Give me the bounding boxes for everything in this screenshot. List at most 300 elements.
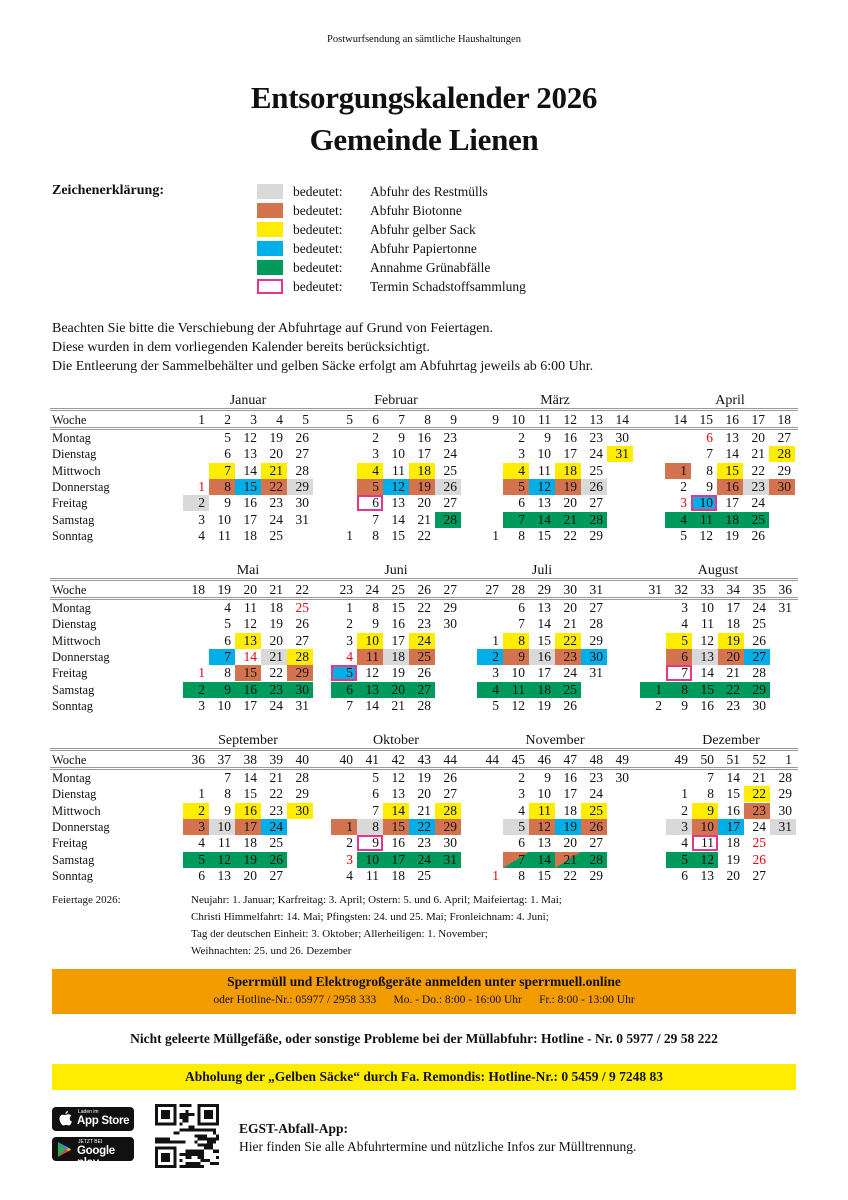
day-cell[interactable]: 9	[544, 770, 551, 785]
day-cell[interactable]: 10	[537, 446, 551, 462]
day-cell[interactable]: 2	[518, 770, 525, 785]
day-cell[interactable]: 1	[198, 786, 205, 802]
day-cell[interactable]: 4	[346, 867, 353, 883]
day-cell[interactable]: 28	[752, 665, 766, 681]
day-cell[interactable]: 3	[680, 495, 687, 511]
day-cell[interactable]: 7	[372, 802, 379, 818]
day-cell[interactable]: 31	[778, 600, 792, 615]
day-cell[interactable]: 25	[743, 512, 769, 528]
day-cell[interactable]: 3	[372, 446, 379, 462]
day-cell[interactable]: 12	[243, 430, 257, 445]
day-cell[interactable]: 19	[269, 616, 283, 632]
day-cell[interactable]: 6	[666, 649, 692, 665]
day-cell[interactable]: 10	[209, 819, 235, 835]
day-cell[interactable]: 24	[752, 818, 766, 834]
day-cell[interactable]: 3	[346, 851, 353, 867]
day-cell[interactable]: 8	[224, 786, 231, 802]
day-cell[interactable]: 6	[706, 430, 713, 445]
day-cell[interactable]: 14	[725, 446, 739, 462]
day-cell[interactable]: 26	[417, 665, 431, 681]
day-cell[interactable]: 2	[183, 682, 209, 698]
day-cell[interactable]: 25	[589, 462, 603, 478]
day-cell[interactable]: 7	[707, 770, 714, 785]
day-cell[interactable]: 20	[751, 430, 765, 445]
day-cell[interactable]: 9	[544, 430, 551, 445]
day-cell[interactable]: 30	[615, 770, 629, 785]
day-cell[interactable]: 13	[537, 835, 551, 851]
day-cell[interactable]: 14	[537, 616, 551, 632]
day-cell[interactable]: 3	[518, 446, 525, 462]
day-cell[interactable]: 12	[365, 665, 379, 681]
day-cell[interactable]: 12	[209, 852, 235, 868]
day-cell[interactable]: 10	[217, 697, 231, 713]
day-cell[interactable]: 19	[235, 852, 261, 868]
day-cell[interactable]: 13	[357, 682, 383, 698]
day-cell[interactable]: 28	[295, 770, 309, 785]
day-cell[interactable]: 8	[666, 682, 692, 698]
day-cell[interactable]: 26	[563, 697, 577, 713]
day-cell[interactable]: 23	[269, 495, 283, 511]
day-cell[interactable]: 4	[681, 616, 688, 632]
qr-code[interactable]	[155, 1104, 219, 1168]
day-cell[interactable]: 3	[681, 600, 688, 615]
day-cell[interactable]: 29	[589, 632, 603, 648]
day-cell[interactable]: 19	[718, 633, 744, 649]
day-cell[interactable]: 22	[409, 819, 435, 835]
day-cell[interactable]: 9	[357, 835, 383, 851]
day-cell[interactable]: 25	[417, 867, 431, 883]
day-cell[interactable]: 17	[383, 852, 409, 868]
day-cell[interactable]: 23	[726, 697, 740, 713]
day-cell[interactable]: 2	[655, 697, 662, 713]
day-cell[interactable]: 24	[751, 495, 765, 511]
day-cell[interactable]: 11	[392, 462, 405, 478]
day-cell[interactable]: 30	[287, 803, 313, 819]
day-cell[interactable]: 11	[691, 512, 717, 528]
day-cell[interactable]: 10	[391, 446, 405, 462]
day-cell[interactable]: 1	[640, 682, 666, 698]
day-cell[interactable]: 16	[563, 430, 577, 445]
day-cell[interactable]: 25	[269, 527, 283, 543]
day-cell[interactable]: 17	[235, 819, 261, 835]
day-cell[interactable]: 1	[198, 665, 205, 681]
day-cell[interactable]: 29	[589, 867, 603, 883]
day-cell[interactable]: 4	[518, 802, 525, 818]
day-cell[interactable]: 17	[243, 511, 257, 527]
day-cell[interactable]: 26	[443, 770, 457, 785]
google-play-badge[interactable]	[52, 1137, 134, 1169]
day-cell[interactable]: 12	[700, 632, 714, 648]
day-cell[interactable]: 17	[563, 786, 577, 802]
day-cell[interactable]: 7	[346, 697, 353, 713]
day-cell[interactable]: 13	[217, 867, 231, 883]
day-cell[interactable]: 13	[235, 633, 261, 649]
day-cell[interactable]: 23	[269, 802, 283, 818]
day-cell[interactable]: 21	[417, 511, 431, 527]
day-cell[interactable]: 30	[778, 802, 792, 818]
day-cell[interactable]: 7	[706, 446, 713, 462]
day-cell[interactable]: 5	[503, 479, 529, 495]
day-cell[interactable]: 4	[503, 463, 529, 479]
day-cell[interactable]: 7	[209, 649, 235, 665]
day-cell[interactable]: 7	[503, 852, 529, 868]
day-cell[interactable]: 27	[777, 430, 791, 445]
day-cell[interactable]: 12	[383, 479, 409, 495]
day-cell[interactable]: 5	[331, 665, 357, 681]
day-cell[interactable]: 17	[537, 665, 551, 681]
day-cell[interactable]: 17	[417, 446, 431, 462]
day-cell[interactable]: 23	[555, 649, 581, 665]
day-cell[interactable]: 29	[287, 479, 313, 495]
day-cell[interactable]: 10	[511, 665, 525, 681]
day-cell[interactable]: 31	[435, 852, 461, 868]
day-cell[interactable]: 19	[555, 819, 581, 835]
day-cell[interactable]: 13	[537, 495, 551, 511]
day-cell[interactable]: 18	[529, 682, 555, 698]
day-cell[interactable]: 18	[726, 616, 740, 632]
day-cell[interactable]: 29	[744, 682, 770, 698]
day-cell[interactable]: 17	[563, 446, 577, 462]
day-cell[interactable]: 3	[198, 511, 205, 527]
day-cell[interactable]: 7	[503, 512, 529, 528]
day-cell[interactable]: 18	[391, 867, 405, 883]
day-cell[interactable]: 18	[717, 512, 743, 528]
day-cell[interactable]: 20	[269, 446, 283, 462]
day-cell[interactable]: 1	[492, 527, 499, 543]
day-cell[interactable]: 15	[391, 600, 405, 615]
day-cell[interactable]: 25	[581, 803, 607, 819]
day-cell[interactable]: 21	[391, 697, 405, 713]
day-cell[interactable]: 20	[563, 495, 577, 511]
day-cell[interactable]: 29	[778, 786, 792, 802]
day-cell[interactable]: 23	[589, 770, 603, 785]
day-cell[interactable]: 24	[589, 446, 603, 462]
day-cell[interactable]: 21	[261, 463, 287, 479]
day-cell[interactable]: 8	[224, 665, 231, 681]
day-cell[interactable]: 17	[725, 495, 739, 511]
day-cell[interactable]: 22	[744, 786, 770, 802]
day-cell[interactable]: 4	[357, 463, 383, 479]
day-cell[interactable]: 9	[224, 802, 231, 818]
day-cell[interactable]: 27	[443, 495, 457, 511]
day-cell[interactable]: 23	[417, 616, 431, 632]
day-cell[interactable]: 22	[563, 867, 577, 883]
day-cell[interactable]: 9	[681, 697, 688, 713]
day-cell[interactable]: 13	[700, 867, 714, 883]
day-cell[interactable]: 14	[726, 770, 740, 785]
day-cell[interactable]: 10	[692, 819, 718, 835]
day-cell[interactable]: 16	[529, 649, 555, 665]
day-cell[interactable]: 5	[183, 852, 209, 868]
day-cell[interactable]: 11	[244, 600, 257, 615]
day-cell[interactable]: 20	[563, 835, 577, 851]
day-cell[interactable]: 9	[706, 478, 713, 494]
day-cell[interactable]: 6	[518, 600, 525, 615]
day-cell[interactable]: 3	[518, 786, 525, 802]
day-cell[interactable]: 14	[243, 648, 257, 664]
day-cell[interactable]: 4	[346, 648, 353, 664]
day-cell[interactable]: 13	[391, 786, 405, 802]
day-cell[interactable]: 5	[503, 819, 529, 835]
day-cell[interactable]: 23	[417, 835, 431, 851]
day-cell[interactable]: 19	[555, 479, 581, 495]
day-cell[interactable]: 18	[269, 600, 283, 615]
day-cell[interactable]: 4	[198, 835, 205, 851]
day-cell[interactable]: 19	[725, 527, 739, 543]
day-cell[interactable]: 15	[537, 632, 551, 648]
day-cell[interactable]: 27	[589, 495, 603, 511]
day-cell[interactable]: 13	[391, 495, 405, 511]
day-cell[interactable]: 28	[287, 649, 313, 665]
day-cell[interactable]: 22	[269, 665, 283, 681]
day-cell[interactable]: 4	[198, 527, 205, 543]
day-cell[interactable]: 21	[269, 770, 283, 785]
day-cell[interactable]: 19	[537, 697, 551, 713]
day-cell[interactable]: 15	[537, 867, 551, 883]
day-cell[interactable]: 23	[744, 803, 770, 819]
day-cell[interactable]: 9	[503, 649, 529, 665]
day-cell[interactable]: 2	[477, 649, 503, 665]
day-cell[interactable]: 28	[581, 512, 607, 528]
day-cell[interactable]: 3	[666, 819, 692, 835]
day-cell[interactable]: 16	[391, 835, 405, 851]
day-cell[interactable]: 3	[183, 819, 209, 835]
day-cell[interactable]: 2	[680, 478, 687, 494]
day-cell[interactable]: 10	[691, 495, 717, 511]
day-cell[interactable]: 7	[666, 665, 692, 681]
day-cell[interactable]: 18	[726, 835, 740, 851]
day-cell[interactable]: 26	[295, 430, 309, 445]
day-cell[interactable]: 22	[555, 633, 581, 649]
day-cell[interactable]: 27	[752, 867, 766, 883]
day-cell[interactable]: 27	[744, 649, 770, 665]
day-cell[interactable]: 2	[372, 430, 379, 445]
day-cell[interactable]: 4	[477, 682, 503, 698]
day-cell[interactable]: 2	[346, 835, 353, 851]
day-cell[interactable]: 14	[243, 770, 257, 785]
day-cell[interactable]: 2	[183, 495, 209, 511]
day-cell[interactable]: 12	[511, 697, 525, 713]
day-cell[interactable]: 12	[692, 852, 718, 868]
day-cell[interactable]: 30	[443, 616, 457, 632]
day-cell[interactable]: 6	[681, 867, 688, 883]
day-cell[interactable]: 15	[391, 527, 405, 543]
day-cell[interactable]: 24	[409, 633, 435, 649]
day-cell[interactable]: 27	[589, 835, 603, 851]
day-cell[interactable]: 23	[443, 430, 457, 445]
day-cell[interactable]: 22	[718, 682, 744, 698]
day-cell[interactable]: 1	[492, 867, 499, 883]
day-cell[interactable]: 11	[701, 616, 714, 632]
day-cell[interactable]: 14	[700, 665, 714, 681]
day-cell[interactable]: 22	[417, 600, 431, 615]
day-cell[interactable]: 29	[443, 600, 457, 615]
day-cell[interactable]: 2	[346, 616, 353, 632]
day-cell[interactable]: 6	[198, 867, 205, 883]
day-cell[interactable]: 28	[417, 697, 431, 713]
day-cell[interactable]: 11	[538, 462, 551, 478]
day-cell[interactable]: 14	[529, 852, 555, 868]
day-cell[interactable]: 11	[366, 867, 379, 883]
day-cell[interactable]: 3	[198, 697, 205, 713]
day-cell[interactable]: 5	[357, 479, 383, 495]
day-cell[interactable]: 4	[665, 512, 691, 528]
day-cell[interactable]: 8	[503, 633, 529, 649]
day-cell[interactable]: 21	[751, 446, 765, 462]
day-cell[interactable]: 27	[409, 682, 435, 698]
day-cell[interactable]: 15	[692, 682, 718, 698]
day-cell[interactable]: 31	[607, 446, 633, 462]
day-cell[interactable]: 8	[706, 462, 713, 478]
day-cell[interactable]: 20	[563, 600, 577, 615]
day-cell[interactable]: 24	[269, 511, 283, 527]
day-cell[interactable]: 27	[443, 786, 457, 802]
day-cell[interactable]: 12	[529, 479, 555, 495]
day-cell[interactable]: 12	[391, 770, 405, 785]
day-cell[interactable]: 14	[529, 512, 555, 528]
day-cell[interactable]: 13	[692, 649, 718, 665]
day-cell[interactable]: 4	[224, 600, 231, 615]
day-cell[interactable]: 20	[243, 867, 257, 883]
day-cell[interactable]: 5	[666, 852, 692, 868]
day-cell[interactable]: 8	[372, 527, 379, 543]
day-cell[interactable]: 20	[383, 682, 409, 698]
day-cell[interactable]: 2	[681, 802, 688, 818]
day-cell[interactable]: 21	[726, 665, 740, 681]
app-store-badge[interactable]	[52, 1107, 134, 1131]
day-cell[interactable]: 18	[563, 802, 577, 818]
day-cell[interactable]: 25	[443, 462, 457, 478]
day-cell[interactable]: 30	[295, 495, 309, 511]
day-cell[interactable]: 7	[372, 511, 379, 527]
day-cell[interactable]: 11	[218, 835, 231, 851]
day-cell[interactable]: 28	[435, 512, 461, 528]
day-cell[interactable]: 18	[243, 527, 257, 543]
day-cell[interactable]: 23	[261, 682, 287, 698]
day-cell[interactable]: 19	[409, 479, 435, 495]
day-cell[interactable]: 29	[589, 527, 603, 543]
day-cell[interactable]: 30	[752, 697, 766, 713]
day-cell[interactable]: 10	[217, 511, 231, 527]
day-cell[interactable]: 31	[295, 511, 309, 527]
day-cell[interactable]: 10	[357, 852, 383, 868]
day-cell[interactable]: 11	[503, 682, 529, 698]
day-cell[interactable]: 28	[778, 770, 792, 785]
day-cell[interactable]: 11	[218, 527, 231, 543]
day-cell[interactable]: 1	[346, 600, 353, 615]
day-cell[interactable]: 26	[581, 479, 607, 495]
day-cell[interactable]: 21	[261, 649, 287, 665]
day-cell[interactable]: 16	[391, 616, 405, 632]
day-cell[interactable]: 28	[581, 852, 607, 868]
day-cell[interactable]: 1	[492, 632, 499, 648]
day-cell[interactable]: 16	[235, 803, 261, 819]
day-cell[interactable]: 28	[589, 616, 603, 632]
day-cell[interactable]: 8	[707, 786, 714, 802]
day-cell[interactable]: 9	[372, 616, 379, 632]
day-cell[interactable]: 11	[529, 803, 555, 819]
day-cell[interactable]: 1	[198, 478, 205, 494]
day-cell[interactable]: 25	[752, 835, 766, 851]
day-cell[interactable]: 22	[269, 786, 283, 802]
day-cell[interactable]: 19	[417, 770, 431, 785]
day-cell[interactable]: 1	[665, 463, 691, 479]
day-cell[interactable]: 19	[269, 430, 283, 445]
day-cell[interactable]: 28	[769, 446, 795, 462]
day-cell[interactable]: 25	[269, 835, 283, 851]
day-cell[interactable]: 6	[518, 495, 525, 511]
day-cell[interactable]: 10	[537, 786, 551, 802]
day-cell[interactable]: 28	[295, 462, 309, 478]
day-cell[interactable]: 15	[383, 819, 409, 835]
day-cell[interactable]: 5	[224, 616, 231, 632]
day-cell[interactable]: 5	[492, 697, 499, 713]
day-cell[interactable]: 7	[209, 463, 235, 479]
day-cell[interactable]: 12	[243, 616, 257, 632]
day-cell[interactable]: 16	[726, 802, 740, 818]
day-cell[interactable]: 20	[718, 649, 744, 665]
day-cell[interactable]: 26	[752, 851, 766, 867]
day-cell[interactable]: 20	[417, 786, 431, 802]
day-cell[interactable]: 22	[751, 462, 765, 478]
day-cell[interactable]: 28	[435, 803, 461, 819]
day-cell[interactable]: 31	[589, 665, 603, 681]
day-cell[interactable]: 25	[409, 649, 435, 665]
day-cell[interactable]: 21	[555, 852, 581, 868]
day-cell[interactable]: 8	[372, 600, 379, 615]
day-cell[interactable]: 9	[224, 495, 231, 511]
day-cell[interactable]: 24	[269, 697, 283, 713]
day-cell[interactable]: 6	[224, 632, 231, 648]
day-cell[interactable]: 18	[555, 463, 581, 479]
day-cell[interactable]: 11	[357, 649, 383, 665]
day-cell[interactable]: 20	[726, 867, 740, 883]
day-cell[interactable]: 15	[243, 786, 257, 802]
day-cell[interactable]: 31	[295, 697, 309, 713]
day-cell[interactable]: 27	[295, 446, 309, 462]
day-cell[interactable]: 22	[417, 527, 431, 543]
day-cell[interactable]: 18	[409, 463, 435, 479]
day-cell[interactable]: 27	[269, 867, 283, 883]
day-cell[interactable]: 5	[224, 430, 231, 445]
day-cell[interactable]: 23	[743, 479, 769, 495]
day-cell[interactable]: 20	[269, 632, 283, 648]
day-cell[interactable]: 18	[383, 649, 409, 665]
day-cell[interactable]: 2	[518, 430, 525, 445]
day-cell[interactable]: 21	[752, 770, 766, 785]
day-cell[interactable]: 12	[699, 527, 713, 543]
day-cell[interactable]: 16	[700, 697, 714, 713]
day-cell[interactable]: 17	[391, 632, 405, 648]
day-cell[interactable]: 26	[435, 479, 461, 495]
day-cell[interactable]: 8	[518, 527, 525, 543]
day-cell[interactable]: 9	[398, 430, 405, 445]
day-cell[interactable]: 26	[752, 632, 766, 648]
day-cell[interactable]: 21	[555, 512, 581, 528]
day-cell[interactable]: 27	[589, 600, 603, 615]
day-cell[interactable]: 5	[372, 770, 379, 785]
day-cell[interactable]: 10	[357, 633, 383, 649]
day-cell[interactable]: 9	[209, 682, 235, 698]
day-cell[interactable]: 26	[295, 616, 309, 632]
day-cell[interactable]: 15	[726, 786, 740, 802]
day-cell[interactable]: 16	[235, 682, 261, 698]
day-cell[interactable]: 30	[443, 835, 457, 851]
day-cell[interactable]: 23	[589, 430, 603, 445]
day-cell[interactable]: 14	[383, 803, 409, 819]
day-cell[interactable]: 26	[751, 527, 765, 543]
day-cell[interactable]: 31	[770, 819, 796, 835]
